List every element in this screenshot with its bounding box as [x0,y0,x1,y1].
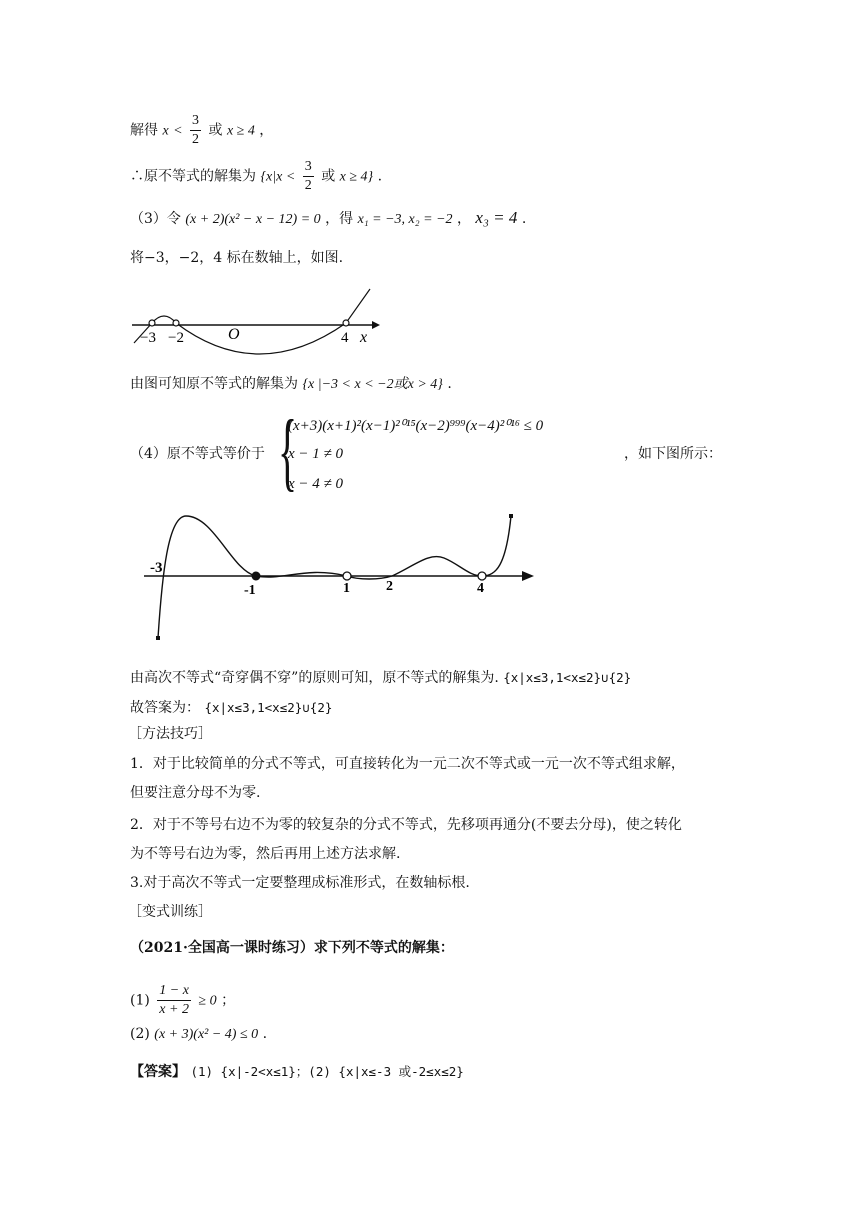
text: ，得 [325,211,354,227]
exercise-intro: （2021·全国高一课时练习）求下列不等式的解集： [130,940,454,956]
system-brace: { [278,403,298,500]
tick-label: −2 [168,330,184,346]
tip-line: 1．对于比较简单的分式不等式，可直接转化为一元二次不等式或一元一次不等式组求解， [130,756,685,772]
solution-line-6-suffix: ，如下图所示： [624,446,722,462]
sign-curve [158,516,511,638]
math-expr: {x|x < [260,169,296,185]
number-line-figure-1 [128,285,388,355]
math-expr: {x |−3 < x < −2或x > 4} [302,377,443,392]
solution-line-4: 将−3，−2，4 标在数轴上，如图. [130,250,344,266]
denominator: 2 [192,132,200,147]
curve-endpoint [509,514,513,518]
tip-line: 2．对于不等号右边不为零的较复杂的分式不等式，先移项再通分(不要去分母)，使之转化 [130,817,682,833]
axis-arrow [372,321,380,329]
tip-line: 但要注意分母不为零. [130,785,261,801]
tick-label: 1 [343,581,350,596]
origin-label: O [228,326,240,343]
math-expr: ≥ 0 [198,993,217,1009]
axis-label: x [360,329,368,346]
system-row: x − 4 ≠ 0 [288,476,344,492]
answer-text: (1) {x|-2<x≤1}；(2) {x|x≤-3 或-2≤x≤2} [190,1064,464,1079]
tick-label: -3 [150,560,163,576]
root-point-open [343,572,351,580]
root-point-filled [252,572,261,581]
math-expr: (x + 2)(x² − x − 12) = 0 [185,212,321,227]
tip-line: 3.对于高次不等式一定要整理成标准形式，在数轴标根. [130,875,470,891]
solution-line-1 [130,112,273,149]
tip-line: 为不等号右边为零，然后再用上述方法求解. [130,846,401,862]
text: 或 [321,168,336,185]
tick-label: -1 [244,583,256,598]
section-heading-method: ［方法技巧］ [128,726,212,742]
tick-label: 4 [341,330,349,346]
text: . [447,376,452,392]
root-point [173,320,179,326]
section-heading-practice: ［变式训练］ [128,904,212,920]
text: . [262,1026,268,1042]
text: . [521,211,527,227]
text: 解得 [130,122,158,139]
axis-arrow [522,571,534,581]
fraction [157,982,191,1019]
denominator: x + 2 [159,1002,189,1017]
text: 由高次不等式“奇穿偶不穿”的原则可知，原不等式的解集为. [130,670,499,686]
number-line-figure-2 [144,506,544,646]
solution-line-5 [130,374,452,395]
tick-label: 2 [386,579,393,594]
text: ； [221,992,236,1009]
exercise-answer [130,1062,464,1082]
item-label: (1) [130,992,150,1009]
answer-label: 【答案】 [130,1064,186,1080]
math-var: x [162,123,169,139]
solution-line-2 [130,158,382,195]
denominator: 2 [304,178,312,193]
curve-endpoint [156,636,160,640]
text: 由图可知原不等式的解集为 [130,376,298,392]
math-expr: {x|x≤3,1<x≤2}∪{2} [204,700,333,715]
solution-line-7 [130,668,631,688]
fraction [303,158,314,195]
math-expr: {x|x≤3,1<x≤2}∪{2} [503,670,632,685]
system-row: x − 1 ≠ 0 [288,446,344,462]
text: ∴原不等式的解集为 [130,168,256,185]
root-point [149,320,155,326]
text: . [377,168,383,185]
system-row: (x+3)(x+1)²(x−1)²⁰¹⁵(x−2)⁹⁹⁹(x−4)²⁰¹⁶ ≤ 0 [288,418,544,434]
numerator: 3 [190,112,201,131]
solution-line-6-prefix: （4）原不等式等价于 [130,446,265,462]
math-expr: x ≥ 4} [339,169,374,185]
math-expr: x ≥ 4 [226,123,255,139]
text: （3）令 [130,211,181,227]
fraction [190,112,201,149]
math-expr: x₃ = 4 [475,208,518,227]
root-point-open [478,572,486,580]
numerator: 1 − x [157,982,191,1001]
tick-label: −3 [140,330,156,346]
text: 故答案为： [130,700,200,716]
math-expr: (x + 3)(x² − 4) ≤ 0 [154,1027,259,1042]
tick-label: 4 [477,581,484,596]
text: 或 [208,122,223,139]
solution-line-3 [130,208,526,230]
answer-line [130,698,332,718]
exercise-1 [130,982,235,1019]
text: ， [259,122,274,139]
item-label: (2) [130,1026,150,1042]
text: ， [456,211,471,227]
exercise-2 [130,1024,267,1045]
root-point [343,320,349,326]
numerator: 3 [303,158,314,177]
math-op: < [173,123,183,139]
math-expr: x₁ = −3, x₂ = −2 [357,212,453,227]
inequality-system [278,403,638,500]
